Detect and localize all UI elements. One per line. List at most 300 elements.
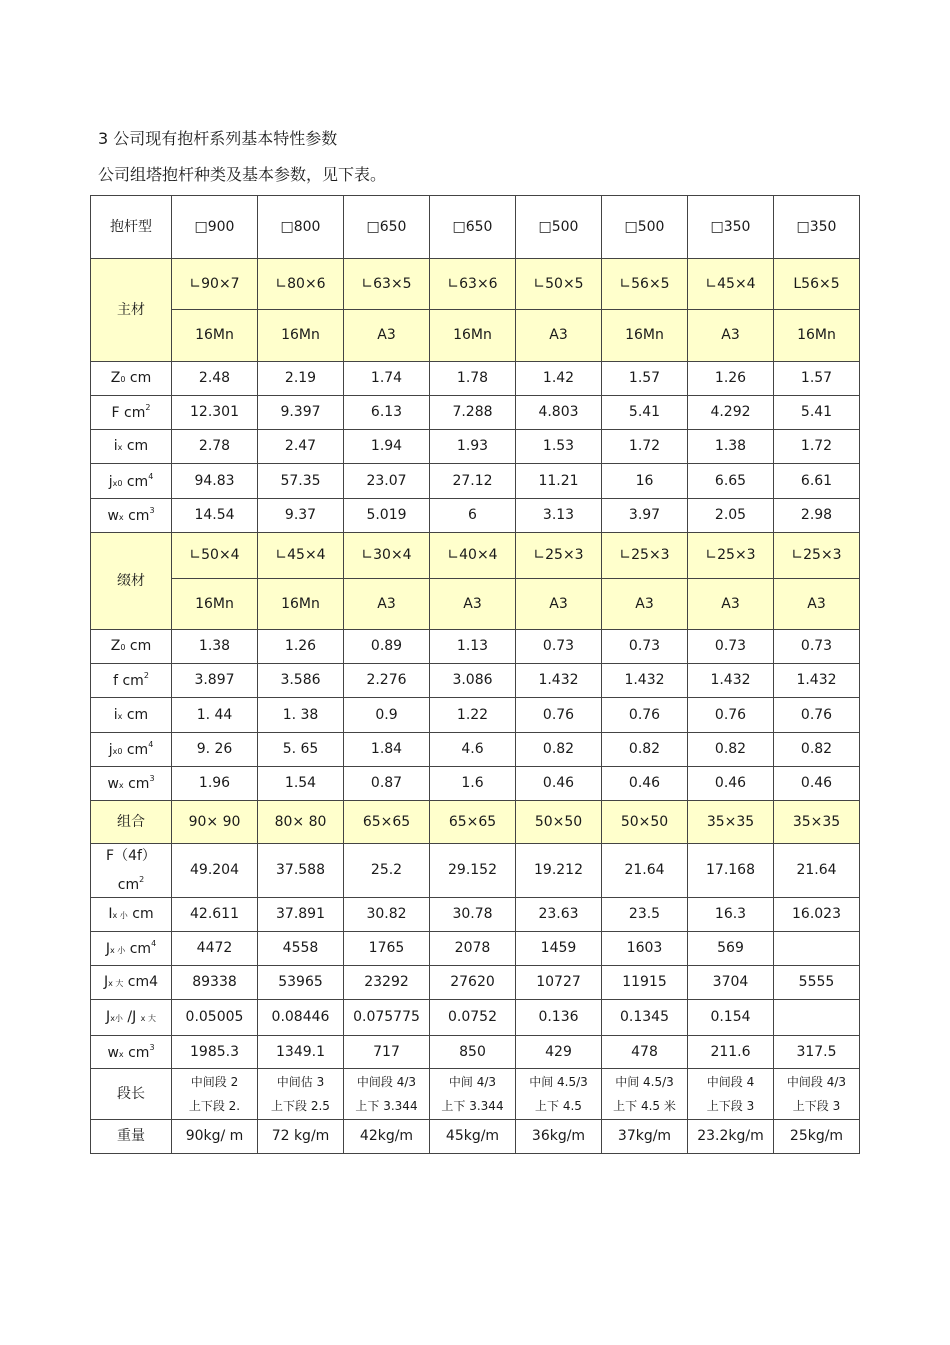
label-unit: cm [122,706,149,723]
label-unit: cm [122,438,149,455]
label-subscript: 0 [120,643,126,653]
row-label [91,698,172,733]
segment-line: 上下段 2. [188,1099,241,1113]
segment-length-cell [344,1069,430,1120]
value-cell: 1.53 [516,430,602,464]
value-cell: 14.54 [172,499,258,533]
segment-length-cell [172,1069,258,1120]
angle-spec: ∟45×4 [258,533,344,579]
value-cell: 0.89 [344,630,430,664]
value-cell: 9.37 [258,499,344,533]
angle-spec: ∟25×3 [688,533,774,579]
segment-line: 中间 4.5/3 [529,1075,588,1089]
value-cell: 1. 38 [258,698,344,733]
segment-length-cell [774,1069,860,1120]
combination-size: 35×35 [688,801,774,844]
value-cell: 42.611 [172,898,258,932]
label-unit: cm [127,906,154,923]
label-superscript: 4 [148,740,154,750]
main-material-label: 主材 [91,259,172,362]
angle-spec: ∟80×6 [258,259,344,310]
value-cell: 21.64 [774,844,860,898]
value-cell: 0.1345 [602,1000,688,1036]
label-subscript: x 小 [109,946,126,956]
value-cell: 9.397 [258,396,344,430]
table-row [91,196,860,259]
table-row [91,664,860,698]
table-row [91,630,860,664]
value-cell: 5.019 [344,499,430,533]
value-cell: 1.42 [516,362,602,396]
value-cell: 1.93 [430,430,516,464]
material-grade: 16Mn [430,310,516,362]
value-cell: 21.64 [602,844,688,898]
parameter-table [90,195,860,1154]
table-row [91,801,860,844]
value-cell: 1.57 [774,362,860,396]
combination-size: 80× 80 [258,801,344,844]
value-cell: 3704 [688,966,774,1000]
pole-type-header: □650 [430,196,516,259]
material-grade: A3 [430,579,516,630]
value-cell: 3.13 [516,499,602,533]
label-base: I [108,906,113,923]
value-cell: 0.76 [688,698,774,733]
table-row [91,932,860,966]
row-label [91,396,172,430]
label-unit: cm [123,508,150,525]
weight-value: 45kg/m [430,1120,516,1154]
label-line: F（4f） [106,848,156,864]
value-cell: 1. 44 [172,698,258,733]
value-cell: 2.05 [688,499,774,533]
row-label [91,844,172,898]
value-cell: 4.292 [688,396,774,430]
value-cell: 1.72 [774,430,860,464]
value-cell: 0.46 [774,767,860,801]
combination-size: 35×35 [774,801,860,844]
value-cell: 27620 [430,966,516,1000]
material-grade: 16Mn [258,310,344,362]
label-base: J [105,941,110,958]
pole-type-header: □350 [774,196,860,259]
label-base: w [107,1044,119,1061]
segment-line: 中间段 4 [706,1075,755,1089]
label-base: F cm [111,405,146,422]
value-cell: 0.9 [344,698,430,733]
value-cell: 1.74 [344,362,430,396]
value-cell: 2.47 [258,430,344,464]
label-unit: cm [122,473,149,490]
segment-line: 中间 4/3 [448,1075,497,1089]
value-cell: 1.38 [688,430,774,464]
value-cell: 850 [430,1036,516,1069]
row-label [91,1036,172,1069]
lace-material-label: 缀材 [91,533,172,630]
angle-spec: ∟50×4 [172,533,258,579]
angle-spec: ∟45×4 [688,259,774,310]
combination-size: 50×50 [516,801,602,844]
value-cell: 0.075775 [344,1000,430,1036]
value-cell [774,1000,860,1036]
value-cell: 6.13 [344,396,430,430]
value-cell: 0.76 [774,698,860,733]
label-unit: /J [122,1009,141,1026]
value-cell: 1603 [602,932,688,966]
weight-label: 重量 [91,1120,172,1154]
combination-size: 65×65 [430,801,516,844]
value-cell: 2.19 [258,362,344,396]
material-grade: A3 [344,310,430,362]
material-grade: A3 [516,310,602,362]
value-cell: 0.46 [602,767,688,801]
segment-length-cell [602,1069,688,1120]
value-cell: 1459 [516,932,602,966]
label-base: w [107,508,119,525]
segment-line: 上下段 3 [706,1099,755,1113]
label-subscript: x [117,443,123,453]
label-base: f cm [113,673,144,690]
value-cell: 0.73 [688,630,774,664]
value-cell: 0.46 [516,767,602,801]
weight-value: 90kg/ m [172,1120,258,1154]
value-cell: 11.21 [516,464,602,499]
value-cell: 1.84 [344,733,430,767]
value-cell: 717 [344,1036,430,1069]
value-cell: 3.586 [258,664,344,698]
value-cell: 1.13 [430,630,516,664]
value-cell: 23.5 [602,898,688,932]
table-row [91,396,860,430]
label-subscript: x0 [112,747,123,757]
row-label [91,499,172,533]
combination-label: 组合 [91,801,172,844]
value-cell: 89338 [172,966,258,1000]
value-cell: 0.76 [516,698,602,733]
material-grade: 16Mn [774,310,860,362]
value-cell: 1.26 [258,630,344,664]
value-cell: 5. 65 [258,733,344,767]
segment-line: 上下段 2.5 [271,1099,330,1113]
value-cell: 0.73 [774,630,860,664]
table-row [91,898,860,932]
label-base: J [103,974,109,991]
row-label [91,664,172,698]
material-grade: A3 [602,579,688,630]
weight-value: 25kg/m [774,1120,860,1154]
value-cell: 9. 26 [172,733,258,767]
value-cell: 1.38 [172,630,258,664]
angle-spec: ∟63×6 [430,259,516,310]
material-grade: 16Mn [258,579,344,630]
pole-type-header: □500 [516,196,602,259]
label-unit: cm [123,1044,150,1061]
value-cell: 23.07 [344,464,430,499]
value-cell: 11915 [602,966,688,1000]
value-cell [774,932,860,966]
angle-spec: ∟25×3 [602,533,688,579]
table-row [91,499,860,533]
material-grade: A3 [688,579,774,630]
value-cell: 25.2 [344,844,430,898]
value-cell: 1.432 [516,664,602,698]
value-cell: 5.41 [602,396,688,430]
combination-size: 50×50 [602,801,688,844]
value-cell: 23292 [344,966,430,1000]
table-row [91,844,860,898]
row-label [91,733,172,767]
material-grade: A3 [774,579,860,630]
label-subscript: x [118,1049,124,1059]
value-cell: 19.212 [516,844,602,898]
value-cell: 6.61 [774,464,860,499]
label-base: i [113,706,118,723]
value-cell: 37.588 [258,844,344,898]
value-cell: 1.94 [344,430,430,464]
table-row [91,966,860,1000]
row-label [91,966,172,1000]
value-cell: 1985.3 [172,1036,258,1069]
segment-line: 中间 4.5/3 [615,1075,674,1089]
value-cell: 3.897 [172,664,258,698]
table-row [91,1000,860,1036]
value-cell: 0.73 [516,630,602,664]
row-label [91,767,172,801]
value-cell: 6 [430,499,516,533]
value-cell: 1765 [344,932,430,966]
value-cell: 1.432 [774,664,860,698]
angle-spec: ∟56×5 [602,259,688,310]
weight-value: 42kg/m [344,1120,430,1154]
angle-spec: ∟25×3 [774,533,860,579]
label-unit: cm [125,370,152,387]
segment-length-cell [258,1069,344,1120]
value-cell: 0.87 [344,767,430,801]
material-grade: A3 [344,579,430,630]
value-cell: 1.57 [602,362,688,396]
table-row [91,767,860,801]
value-cell: 1.26 [688,362,774,396]
value-cell: 211.6 [688,1036,774,1069]
label-subscript: x [118,513,124,523]
label-unit: cm [122,742,149,759]
value-cell: 3.086 [430,664,516,698]
label-base: J [106,1009,111,1026]
value-cell: 1.22 [430,698,516,733]
value-cell: 317.5 [774,1036,860,1069]
section-heading: 3 公司现有抱杆系列基本特性参数 [98,129,338,148]
value-cell: 5555 [774,966,860,1000]
material-grade: 16Mn [172,579,258,630]
value-cell: 1.78 [430,362,516,396]
segment-line: 上下 3.344 [441,1099,504,1113]
value-cell: 16.023 [774,898,860,932]
value-cell: 10727 [516,966,602,1000]
value-cell: 569 [688,932,774,966]
label-superscript: 4 [151,939,157,949]
table-row [91,310,860,362]
value-cell: 478 [602,1036,688,1069]
value-cell: 0.82 [774,733,860,767]
segment-line: 中间段 4/3 [786,1075,847,1089]
label-base: Z [110,638,121,655]
label-superscript: 4 [148,471,154,481]
value-cell: 2.48 [172,362,258,396]
pole-type-header: □350 [688,196,774,259]
table-row [91,579,860,630]
table-row [91,362,860,396]
value-cell: 1.432 [688,664,774,698]
value-cell: 27.12 [430,464,516,499]
label-subscript: x 大 [140,1014,156,1024]
value-cell: 0.82 [602,733,688,767]
row-label [91,630,172,664]
label-unit: cm [117,877,140,893]
weight-value: 36kg/m [516,1120,602,1154]
label-superscript: 2 [145,403,151,413]
value-cell: 4558 [258,932,344,966]
value-cell: 1.54 [258,767,344,801]
header-label: 抱杆型 [91,196,172,259]
row-label [91,898,172,932]
value-cell: 2.276 [344,664,430,698]
label-subscript: x 小 [112,911,128,921]
angle-spec: ∟63×5 [344,259,430,310]
segment-line: 中间估 3 [276,1075,325,1089]
value-cell: 1.96 [172,767,258,801]
value-cell: 23.63 [516,898,602,932]
pole-type-header: □650 [344,196,430,259]
combination-size: 90× 90 [172,801,258,844]
table-row [91,1069,860,1120]
label-unit: cm4 [123,974,159,991]
value-cell: 1349.1 [258,1036,344,1069]
pole-type-header: □500 [602,196,688,259]
segment-length-label: 段长 [91,1069,172,1120]
segment-line: 中间段 4/3 [356,1075,417,1089]
table-row [91,1036,860,1069]
label-superscript: 3 [149,774,155,784]
table-row [91,464,860,499]
label-base: j [108,473,113,490]
row-label [91,362,172,396]
value-cell: 0.136 [516,1000,602,1036]
value-cell: 2.98 [774,499,860,533]
weight-value: 37kg/m [602,1120,688,1154]
angle-spec: ∟25×3 [516,533,602,579]
value-cell: 0.08446 [258,1000,344,1036]
label-subscript: 0 [120,375,126,385]
segment-length-cell [516,1069,602,1120]
table-row [91,733,860,767]
value-cell: 0.05005 [172,1000,258,1036]
material-grade: A3 [688,310,774,362]
value-cell: 0.82 [516,733,602,767]
value-cell: 4.6 [430,733,516,767]
label-unit: cm [125,941,152,958]
value-cell: 6.65 [688,464,774,499]
label-subscript: x 大 [108,979,124,989]
table-row [91,1120,860,1154]
value-cell: 0.154 [688,1000,774,1036]
value-cell: 1.432 [602,664,688,698]
segment-line: 上下 3.344 [355,1099,418,1113]
segment-line: 上下 4.5 [535,1099,582,1113]
value-cell: 16 [602,464,688,499]
angle-spec: L56×5 [774,259,860,310]
angle-spec: ∟90×7 [172,259,258,310]
value-cell: 1.6 [430,767,516,801]
label-subscript: x小 [110,1014,123,1024]
value-cell: 0.73 [602,630,688,664]
value-cell: 94.83 [172,464,258,499]
value-cell: 37.891 [258,898,344,932]
weight-value: 72 kg/m [258,1120,344,1154]
label-base: Z [110,370,121,387]
label-superscript: 3 [149,506,155,516]
pole-type-header: □900 [172,196,258,259]
value-cell: 1.72 [602,430,688,464]
value-cell: 5.41 [774,396,860,430]
table-row [91,259,860,310]
label-base: j [108,742,113,759]
table-row [91,698,860,733]
value-cell: 0.46 [688,767,774,801]
material-grade: 16Mn [172,310,258,362]
value-cell: 30.78 [430,898,516,932]
material-grade: A3 [516,579,602,630]
label-unit: cm [123,776,150,793]
value-cell: 0.0752 [430,1000,516,1036]
value-cell: 49.204 [172,844,258,898]
label-superscript: 3 [149,1042,155,1052]
segment-line: 中间段 2 [190,1075,239,1089]
value-cell: 7.288 [430,396,516,430]
value-cell: 57.35 [258,464,344,499]
label-subscript: x0 [112,478,123,488]
label-superscript: 2 [143,671,149,681]
value-cell: 2078 [430,932,516,966]
angle-spec: ∟40×4 [430,533,516,579]
angle-spec: ∟50×5 [516,259,602,310]
value-cell: 53965 [258,966,344,1000]
value-cell: 2.78 [172,430,258,464]
value-cell: 12.301 [172,396,258,430]
combination-size: 65×65 [344,801,430,844]
row-label [91,932,172,966]
value-cell: 3.97 [602,499,688,533]
value-cell: 0.82 [688,733,774,767]
value-cell: 4.803 [516,396,602,430]
segment-length-cell [688,1069,774,1120]
weight-value: 23.2kg/m [688,1120,774,1154]
value-cell: 4472 [172,932,258,966]
table-row [91,430,860,464]
label-line [91,868,171,897]
value-cell: 30.82 [344,898,430,932]
pole-type-header: □800 [258,196,344,259]
label-base: i [113,438,118,455]
value-cell: 17.168 [688,844,774,898]
label-subscript: x [117,711,123,721]
value-cell: 16.3 [688,898,774,932]
intro-text: 公司组塔抱杆种类及基本参数，见下表。 [98,165,387,184]
row-label [91,464,172,499]
label-subscript: x [118,781,124,791]
label-unit: cm [125,638,152,655]
segment-length-cell [430,1069,516,1120]
label-base: w [107,776,119,793]
